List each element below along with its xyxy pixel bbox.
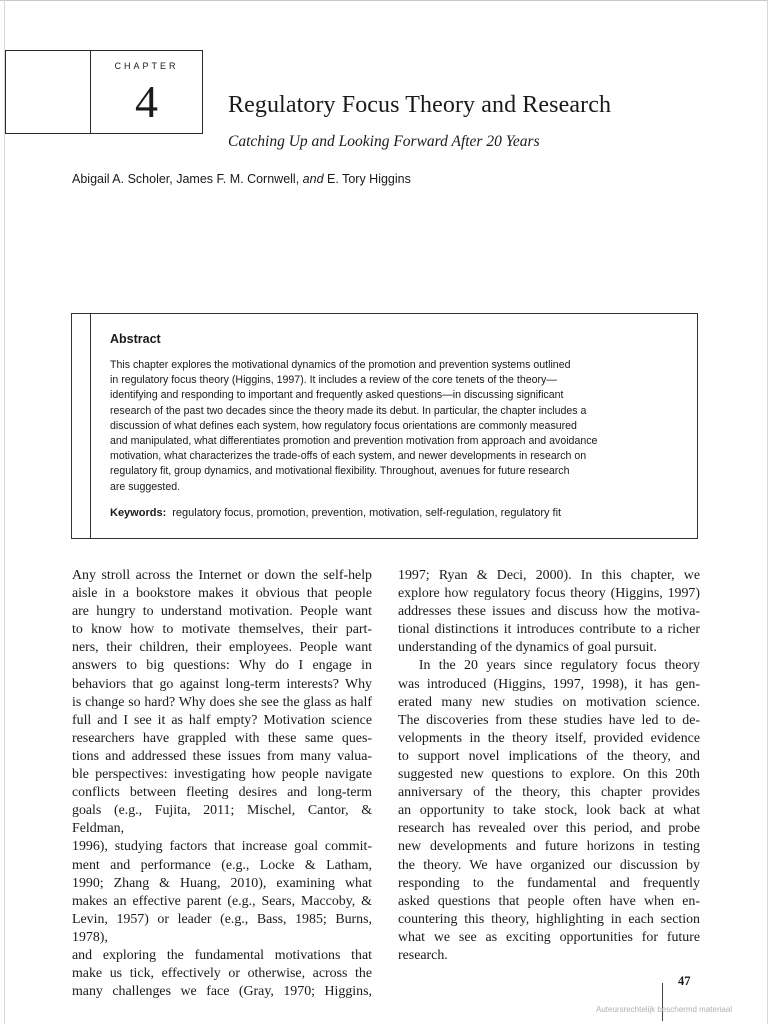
body-line: researchers have grappled with these same ques- — [72, 730, 372, 746]
abstract-heading: Abstract — [110, 332, 161, 346]
chapter-box — [5, 50, 203, 134]
body-line: 1997; Ryan & Deci, 2000). In this chapter, we — [398, 568, 700, 583]
body-line: velopments in the theory itself, provided evidence — [398, 730, 700, 746]
abstract-text — [110, 358, 688, 495]
author-list — [72, 172, 411, 186]
body-line: 1996), studying factors that increase goal commit- — [72, 839, 372, 855]
body-line: and exploring the fundamental motivations that — [72, 947, 372, 963]
body-column-right — [398, 567, 700, 965]
body-line: Any stroll across the Internet or down the self-help — [72, 568, 372, 583]
body-line: the theory. We have organized our discussion by — [398, 857, 700, 873]
body-line: research. — [398, 947, 448, 963]
body-line: what we see as exciting opportunities for future — [398, 929, 700, 945]
keywords-list: regulatory focus, promotion, prevention, motivation, self-regulation, regulatory fit — [172, 507, 562, 519]
abstract-line: in regulatory focus theory (Higgins, 1997). It includes a review of the core tenets of the theory— — [110, 374, 557, 387]
abstract-box — [71, 313, 698, 539]
abstract-line: discussion of what defines each system, how regulatory focus orientations are commonly measured — [110, 419, 577, 432]
body-line: Levin, 1957) or leader (e.g., Bass, 1985; Burns, 1978), — [72, 911, 372, 945]
body-line: conflicts between fleeting desires and long-term — [72, 785, 372, 801]
body-line: aisle in a bookstore makes it obvious that people — [72, 586, 372, 602]
body-line: goals (e.g., Fujita, 2011; Mischel, Cantor, & Feldman, — [72, 803, 372, 837]
body-line: to know how to motivate themselves, their part- — [72, 622, 372, 638]
body-line: an opportunity to take stock, look back at what — [398, 803, 700, 819]
page-top-border — [0, 0, 768, 1]
abstract-line: are suggested. — [110, 480, 181, 493]
body-line: new developments and future horizons in testing — [398, 839, 700, 855]
page-left-border — [4, 0, 5, 1024]
chapter-number: 4 — [135, 76, 158, 127]
body-line: suggested new questions to explore. On this 20th — [398, 767, 700, 783]
body-line: was introduced (Higgins, 1997, 1998), it has gen- — [398, 676, 700, 692]
abstract-line: This chapter explores the motivational dynamics of the promotion and prevention systems outlined — [110, 359, 571, 371]
author-last: E. Tory Higgins — [327, 172, 411, 186]
body-line: anniversary of the theory, this chapter provides — [398, 785, 700, 801]
body-line: full and I see it as half empty? Motivation science — [72, 712, 372, 728]
abstract-line: identifying and responding to important and frequently asked questions—in discussing significant — [110, 389, 564, 402]
body-line: erated many new studies on motivation science. — [398, 694, 700, 710]
page-number: 47 — [678, 974, 691, 988]
body-line: 1990; Zhang & Huang, 2010), examining what — [72, 875, 372, 891]
abstract-line: motivation, what characterizes the trade-offs of each system, and newer developments in research on — [110, 450, 587, 463]
body-line: ble perspectives: investigating how people navigate — [72, 767, 372, 783]
body-line: answers to big questions: Why do I engage in — [72, 658, 372, 674]
body-line: tions and addressed these issues from many valua- — [72, 748, 372, 764]
body-line: make us tick, effectively or otherwise, across the — [72, 966, 372, 982]
keywords-label: Keywords: — [110, 507, 167, 519]
abstract-left-rule — [90, 314, 91, 538]
abstract-line: research of the past two decades since the theory made its debut. In particular, the chapter includes a — [110, 404, 587, 417]
body-line: are hungry to understand motivation. People want — [72, 604, 372, 620]
body-line: is change so hard? Why does she see the glass as half — [72, 694, 372, 710]
copyright-watermark: Auteursrechtelijk beschermd materiaal — [596, 1005, 733, 1014]
chapter-title: Regulatory Focus Theory and Research — [228, 92, 612, 118]
body-line: explore how regulatory focus theory (Higgins, 1997) — [398, 586, 700, 602]
body-line: responding to the fundamental and frequently — [398, 875, 700, 891]
author-conjunction: and — [302, 172, 324, 186]
footer-rule — [662, 983, 663, 1021]
chapter-subtitle: Catching Up and Looking Forward After 20 Years — [228, 133, 540, 150]
keywords — [110, 507, 561, 519]
body-line: The discoveries from these studies have led to de- — [398, 712, 700, 728]
body-line: In the 20 years since regulatory focus theory — [398, 658, 700, 674]
body-line: addresses these issues and discuss how the motiva- — [398, 604, 700, 620]
body-line: understanding of the dynamics of goal pursuit. — [398, 640, 657, 656]
body-line: ners, their children, their employees. People want — [72, 640, 372, 656]
body-line: makes an effective parent (e.g., Sears, Maccoby, & — [72, 893, 372, 909]
chapter-label: CHAPTER — [114, 61, 179, 71]
abstract-line: regulatory fit, group dynamics, and motivational flexibility. Throughout, avenues for future research — [110, 465, 570, 478]
body-line: to support novel implications of the theory, and — [398, 748, 700, 764]
body-line: countering this theory, highlighting in each section — [398, 911, 700, 927]
body-line: many challenges we face (Gray, 1970; Higgins, — [72, 984, 372, 1000]
body-line: research has revealed over this period, and probe — [398, 821, 700, 837]
body-column-left — [72, 567, 372, 1001]
author-names: Abigail A. Scholer, James F. M. Cornwell, — [72, 172, 300, 186]
body-line: behaviors that go against long-term interests? Why — [72, 676, 372, 692]
abstract-line: and manipulated, what differentiates promotion and prevention motivation from approach and avoidance — [110, 435, 598, 448]
body-line: ment and performance (e.g., Locke & Latham, — [72, 857, 372, 873]
body-line: tional distinctions it introduces contribute to a richer — [398, 622, 700, 638]
body-line: asked questions that people often have when en- — [398, 893, 700, 909]
